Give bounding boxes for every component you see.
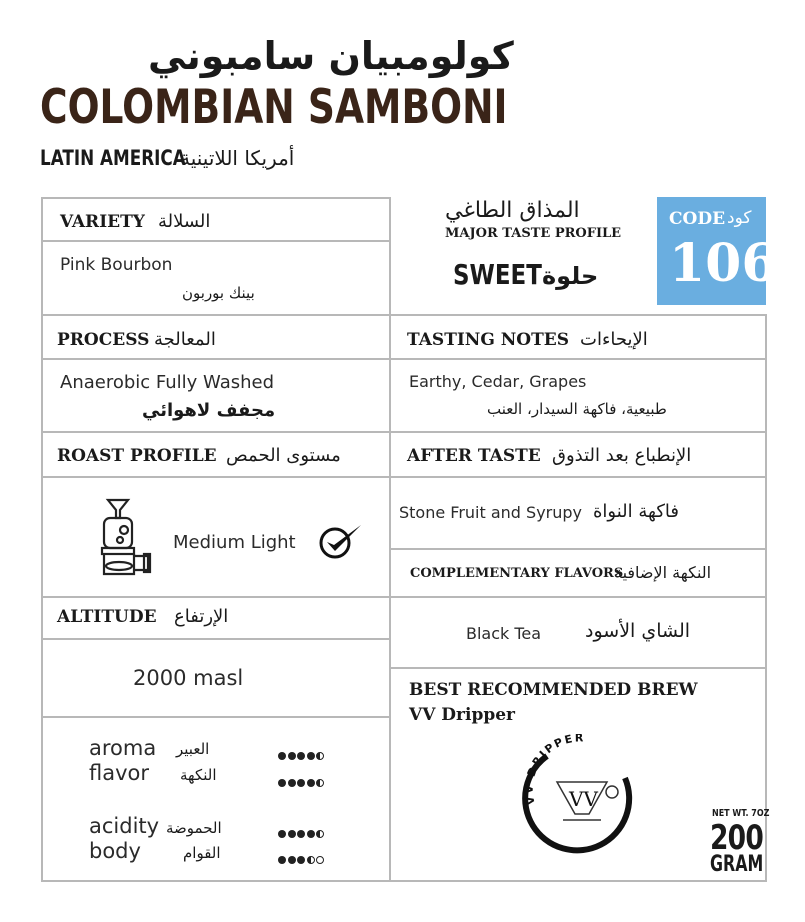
bean-icon (316, 856, 324, 864)
variety-value: Pink Bourbon (60, 255, 173, 275)
rating-beans (278, 772, 326, 791)
bean-icon (316, 752, 324, 760)
variety-label-arabic: السلالة (158, 211, 211, 232)
code-label: CODE (669, 209, 726, 229)
variety-value-arabic: بينك بوربون (182, 284, 255, 302)
taste-profile-value-arabic: حلوة (542, 262, 599, 290)
bean-icon (297, 752, 305, 760)
bean-icon (307, 856, 315, 864)
altitude-label: ALTITUDE (57, 607, 157, 627)
bean-icon (278, 856, 286, 864)
bean-icon (307, 830, 315, 838)
rating-label-arabic: النكهة (180, 766, 217, 784)
rating-beans (278, 849, 326, 868)
tasting-notes-label: TASTING NOTES (407, 330, 569, 350)
after-taste-label: AFTER TASTE (407, 446, 541, 466)
rating-beans (278, 823, 326, 842)
bean-icon (307, 779, 315, 787)
taste-profile-label: MAJOR TASTE PROFILE (445, 226, 622, 241)
after-taste-value-arabic: فاكهة النواة (593, 501, 679, 522)
weight-amount: 200 (710, 818, 764, 858)
process-label-arabic: المعالجة (154, 329, 216, 350)
bean-icon (297, 856, 305, 864)
bean-icon (297, 779, 305, 787)
bean-icon (278, 830, 286, 838)
bean-icon (278, 752, 286, 760)
rating-label: acidity (89, 814, 160, 838)
bean-icon (288, 830, 296, 838)
tasting-notes-value-arabic: طبيعية، فاكهة السيدار، العنب (487, 400, 667, 418)
rating-label-arabic: القوام (183, 844, 221, 862)
region-english: LATIN AMERICA (40, 146, 186, 170)
variety-label: VARIETY (60, 212, 145, 232)
tasting-notes-value: Earthy, Cedar, Grapes (409, 372, 587, 391)
rating-label-arabic: العبير (176, 740, 210, 758)
bean-icon (307, 752, 315, 760)
bean-icon (297, 830, 305, 838)
region-arabic: أمريكا اللاتينية (180, 146, 295, 170)
weight-unit: GRAM (710, 852, 764, 877)
bean-icon (288, 752, 296, 760)
taste-profile-value: SWEET (453, 258, 542, 291)
complementary-value: Black Tea (466, 624, 542, 643)
complementary-label: COMPLEMENTARY FLAVORS (410, 566, 624, 581)
code-label-arabic: كود (727, 208, 752, 228)
roast-profile-label-arabic: مستوى الحمص (226, 445, 341, 466)
checkmark-icon (318, 522, 364, 560)
rating-label: body (89, 839, 141, 863)
rating-label: flavor (89, 761, 150, 785)
rating-beans (278, 745, 326, 764)
brew-method: VV Dripper (409, 705, 516, 725)
bean-icon (288, 779, 296, 787)
complementary-value-arabic: الشاي الأسود (585, 620, 691, 642)
process-value: Anaerobic Fully Washed (60, 372, 275, 393)
altitude-label-arabic: الإرتفاع (174, 606, 229, 627)
bean-icon (288, 856, 296, 864)
bean-icon (278, 779, 286, 787)
roaster-icon (98, 496, 156, 580)
rating-label: aroma (89, 736, 157, 760)
logo-arc-text: VV DRIPPER (522, 734, 586, 807)
bean-icon (316, 779, 324, 787)
after-taste-label-arabic: الإنطباع بعد التذوق (552, 445, 692, 466)
net-weight: NET WT. 7OZ (712, 808, 770, 819)
taste-profile-label-arabic: المذاق الطاغي (445, 198, 580, 223)
logo-initials: VV (569, 787, 598, 811)
title-english: COLOMBIAN SAMBONI (40, 80, 508, 135)
tasting-notes-label-arabic: الإيحاءات (580, 329, 648, 350)
process-label: PROCESS (57, 330, 150, 350)
rating-label-arabic: الحموضة (166, 819, 222, 837)
process-value-arabic: مجفف لاهوائي (142, 400, 276, 421)
bean-icon (316, 830, 324, 838)
complementary-label-arabic: النكهة الإضافية (614, 563, 712, 582)
roast-profile-label: ROAST PROFILE (57, 446, 217, 466)
roast-profile-value: Medium Light (173, 532, 296, 553)
after-taste-value: Stone Fruit and Syrupy (399, 503, 583, 522)
title-arabic: كولومبيان سامبوني (148, 34, 514, 78)
code-number: 106 (669, 233, 778, 294)
code-badge (657, 197, 778, 305)
brew-label: BEST RECOMMENDED BREW (409, 680, 698, 700)
altitude-value: 2000 masl (133, 666, 244, 690)
vv-dripper-logo (517, 734, 645, 862)
